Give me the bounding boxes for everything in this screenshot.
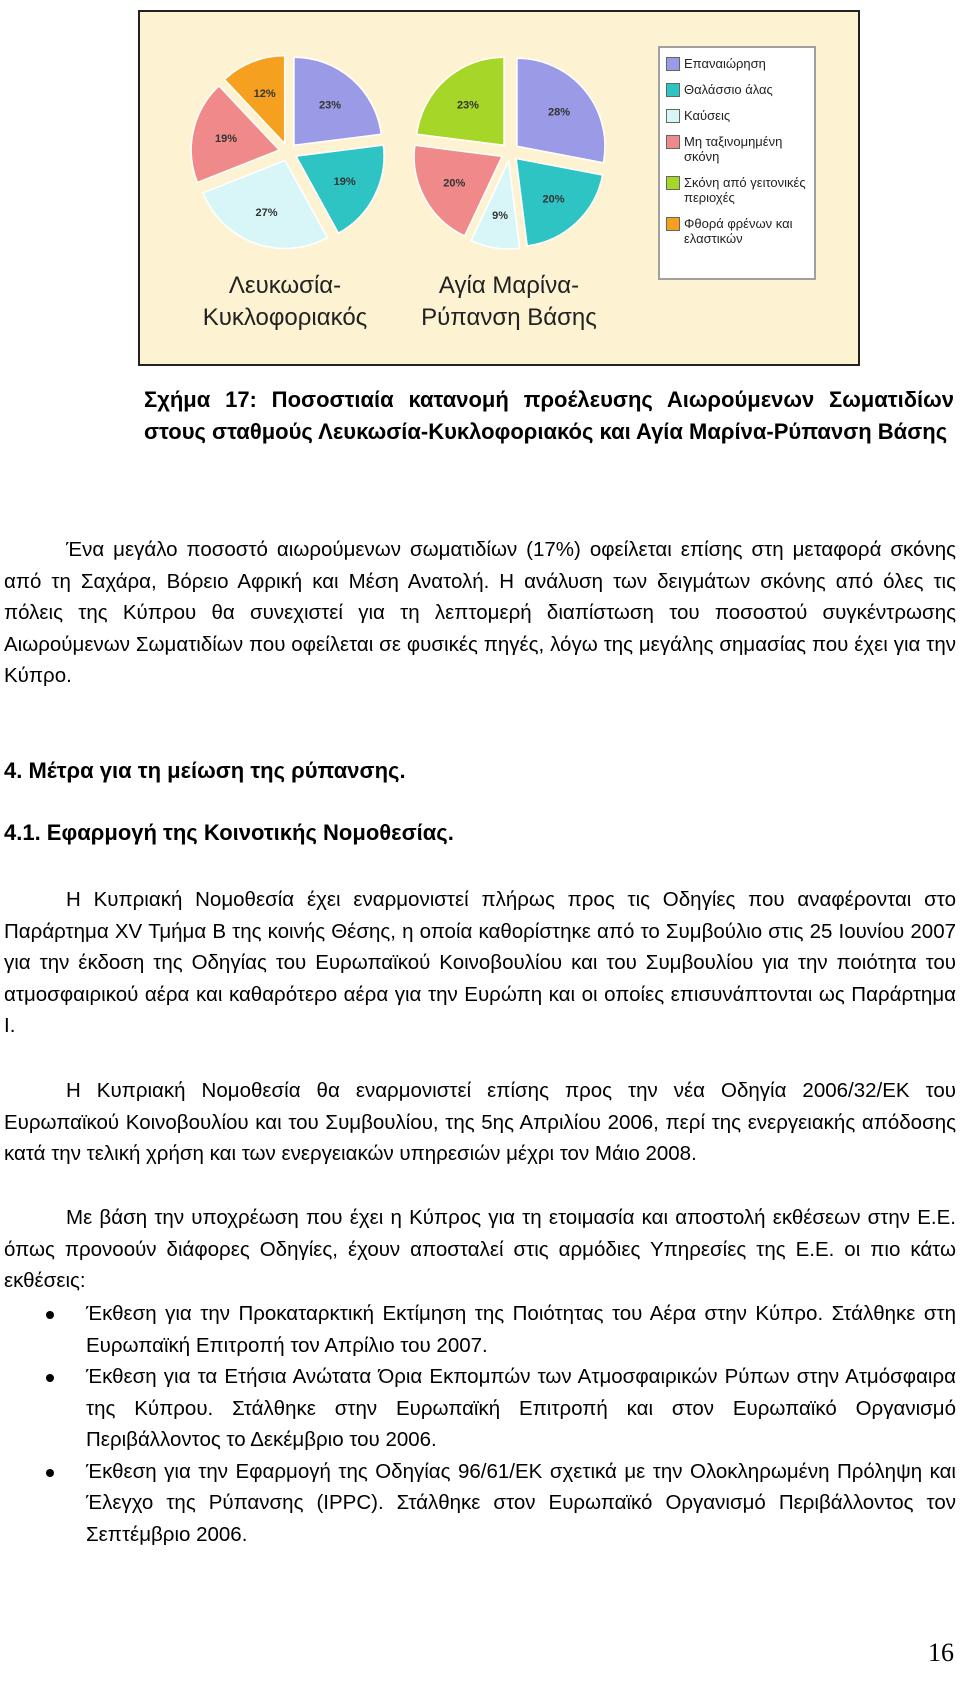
pie2-title — [404, 270, 614, 334]
pie-slice-label: 12% — [253, 87, 276, 100]
paragraph-sahara-dust: Ένα μεγάλο ποσοστό αιωρούμενων σωματιδίων (17%) οφείλεται επίσης στη μεταφορά σκόνης από τη Σαχάρα, Βόρειο Αφρική και Μέση Ανατολή. Η ανάλυση των δειγμάτων σκόνης από όλες τις πόλεις της Κύπρου θα συνεχιστεί για τη λεπτομερή διαπίστωση του ποσοστού συγκέντρωσης Αιωρούμενων Σωματιδίων που οφείλεται σε φυσικές πηγές, λόγω της μεγάλης σημασίας που έχει για την Κύπρο. — [4, 538, 956, 687]
pie-slice-label: 27% — [255, 206, 278, 219]
paragraph-legislation: Η Κυπριακή Νομοθεσία έχει εναρμονιστεί πλήρως προς τις Οδηγίες που αναφέρονται στο Παράρτημα XV Τμήμα Β της κοινής Θέσης, η οποία καθορίστηκε από το Συμβούλιο στις 25 Ιουνίου 2007 για την έκδοση της Οδηγίας του Ευρωπαϊκού Κοινοβουλίου και του Συμβουλίου για την ποιότητα του ατμοσφαιρικού αέρα και καθαρότερο αέρα για την Ευρώπη και οι οποίες επισυνάπτονται ως Παράρτημα Ι. — [4, 888, 956, 1037]
legend-item — [666, 216, 808, 246]
legend-label: Θαλάσσιο άλας — [684, 82, 773, 97]
legend-swatch — [666, 135, 680, 149]
pie-slice-label: 23% — [319, 99, 342, 112]
list-item-text: Έκθεση για την Προκαταρκτική Εκτίμηση της Ποιότητας του Αέρα στην Κύπρο. Στάλθηκε στη Ευρωπαϊκή Επιτροπή τον Απρίλιο του 2007. — [86, 1302, 956, 1357]
bullet-icon — [46, 1374, 54, 1382]
list-item-text: Έκθεση για την Εφαρμογή της Οδηγίας 96/61/ΕΚ σχετικά με την Ολοκληρωμένη Πρόληψη και Έλεγχο της Ρύπανσης (IPPC). Στάλθηκε στον Ευρωπαϊκό Οργανισμό Περιβάλλοντος τον Σεπτέμβριο 2006. — [86, 1459, 956, 1546]
section-heading-4-1: 4.1. Εφαρμογή της Κοινοτικής Νομοθεσίας. — [4, 820, 454, 845]
legend-swatch — [666, 109, 680, 123]
list-item — [4, 1298, 956, 1361]
pie1-title-line1: Λευκωσία- — [228, 272, 342, 299]
legend-label: Σκόνη από γειτονικές περιοχές — [684, 175, 806, 205]
legend-item — [666, 134, 808, 164]
bullet-icon — [46, 1311, 54, 1319]
legend-label: Μη ταξινομημένη σκόνη — [684, 134, 783, 164]
pie-slice-label: 19% — [214, 133, 237, 146]
legend-label: Φθορά φρένων και ελαστικών — [684, 216, 793, 246]
pie-slice-label: 23% — [456, 99, 479, 112]
pie-chart-figure — [138, 10, 860, 366]
legend-label: Καύσεις — [684, 108, 731, 123]
pie-slice-label: 19% — [333, 175, 356, 188]
pie-slice-label: 9% — [492, 209, 509, 222]
legend-swatch — [666, 217, 680, 231]
legend-item — [666, 82, 808, 97]
legend-label: Επαναιώρηση — [684, 56, 766, 71]
section-heading-4: 4. Μέτρα για τη μείωση της ρύπανσης. — [4, 758, 406, 783]
chart-legend — [658, 46, 816, 280]
legend-item — [666, 175, 808, 205]
legend-item — [666, 108, 808, 123]
list-item — [4, 1361, 956, 1456]
legend-item — [666, 56, 808, 71]
pie2-title-line1: Αγία Μαρίνα- — [438, 272, 580, 299]
legend-swatch — [666, 57, 680, 71]
page-number: 16 — [928, 1638, 954, 1667]
pie1-title — [180, 270, 390, 334]
pie2-title-line2: Ρύπανση Βάσης — [421, 304, 597, 331]
legend-swatch — [666, 83, 680, 97]
pie-slice-label: 20% — [443, 177, 466, 190]
pie1-title-line2: Κυκλοφοριακός — [202, 304, 368, 331]
figure-caption: Σχήμα 17: Ποσοστιαία κατανομή προέλευσης Αιωρούμενων Σωματιδίων στους σταθμούς Λευκωσία-Κυκλοφοριακός και Αγία Μαρίνα-Ρύπανση Βάσης — [144, 387, 954, 444]
list-item-text: Έκθεση για τα Ετήσια Ανώτατα Όρια Εκπομπών των Ατμοσφαιρικών Ρύπων στην Ατμόσφαιρα της Κύπρου. Στάλθηκε στην Ευρωπαϊκή Επιτροπή και στον Ευρωπαϊκό Οργανισμό Περιβάλλοντος το Δεκέμβριο του 2006. — [86, 1365, 956, 1451]
paragraph-directive-2006-32: Η Κυπριακή Νομοθεσία θα εναρμονιστεί επίσης προς την νέα Οδηγία 2006/32/ΕΚ του Ευρωπαϊκού Κοινοβουλίου και του Συμβουλίου, της 5ης Απριλίου 2006, περί της ενεργειακής απόδοσης κατά την τελική χρήση και των ενεργειακών υπηρεσιών μέχρι τον Μάιο 2008. — [4, 1079, 956, 1165]
list-item — [4, 1456, 956, 1551]
pie-slice-label: 20% — [542, 193, 565, 206]
pie-slice-label: 28% — [547, 106, 570, 119]
bullet-icon — [46, 1469, 54, 1477]
reports-list — [4, 1298, 956, 1550]
legend-swatch — [666, 176, 680, 190]
paragraph-reports-intro: Με βάση την υποχρέωση που έχει η Κύπρος για τη ετοιμασία και αποστολή εκθέσεων στην Ε.Ε. όπως προνοούν διάφορες Οδηγίες, έχουν αποσταλεί στις αρμόδιες Υπηρεσίες της Ε.Ε. οι πιο κάτω εκθέσεις: — [4, 1206, 956, 1292]
